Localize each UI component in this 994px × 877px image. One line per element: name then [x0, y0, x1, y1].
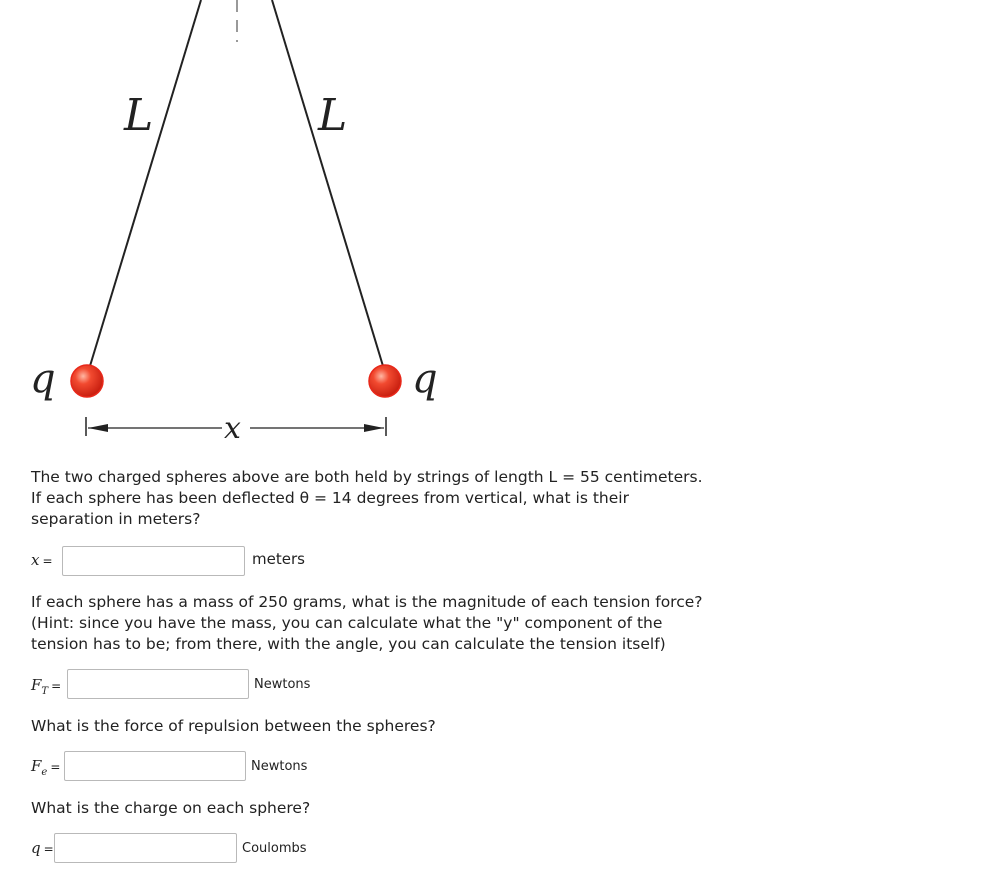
answer-3-variable — [31, 757, 60, 778]
string-label-right: L — [318, 90, 348, 141]
string-right — [272, 0, 383, 366]
answer-2-unit: Newtons — [254, 677, 311, 692]
arrowhead-left — [88, 424, 108, 432]
answer-2-sub: T — [41, 686, 49, 697]
sphere-right — [369, 365, 401, 397]
answer-4-var: q — [31, 839, 41, 857]
arrowhead-right — [364, 424, 384, 432]
answer-2-var: F — [31, 676, 42, 694]
answer-2-equals: = — [51, 679, 62, 693]
answer-3-var: F — [31, 757, 42, 775]
separation-label: x — [224, 411, 241, 446]
answer-3-unit: Newtons — [251, 759, 308, 774]
answer-4-variable — [31, 839, 54, 857]
answer-1-equals: = — [42, 554, 53, 568]
sphere-left — [71, 365, 103, 397]
string-left — [90, 0, 201, 366]
answer-4-unit: Coulombs — [242, 841, 307, 856]
answer-1-var: x — [31, 551, 40, 569]
answer-2-variable — [31, 676, 61, 697]
answer-3-sub: e — [41, 767, 48, 778]
answer-3-input[interactable] — [64, 751, 246, 781]
answer-4-input[interactable] — [54, 833, 237, 863]
answer-1-unit: meters — [252, 550, 305, 568]
answer-4-equals: = — [43, 842, 54, 856]
answer-1-input[interactable] — [62, 546, 245, 576]
string-label-left: L — [124, 90, 154, 141]
charge-label-left: q — [30, 356, 56, 402]
question-2-text: If each sphere has a mass of 250 grams, what is the magnitude of each tension force? (Hint: since you have the mass, you can calculate what the "y" component of the tension has to be; from there, with the angle, you can calculate the tension itself) — [31, 593, 703, 653]
question-3-text: What is the force of repulsion between the spheres? — [31, 717, 436, 735]
question-4-text: What is the charge on each sphere? — [31, 799, 311, 817]
charge-label-right: q — [412, 356, 438, 402]
question-1-text: The two charged spheres above are both held by strings of length L = 55 centimeters. If each sphere has been deflected θ = 14 degrees from vertical, what is their separation in meters? — [31, 468, 703, 528]
answer-2-input[interactable] — [67, 669, 249, 699]
answer-3-equals: = — [50, 760, 61, 774]
answer-1-variable — [31, 551, 53, 569]
